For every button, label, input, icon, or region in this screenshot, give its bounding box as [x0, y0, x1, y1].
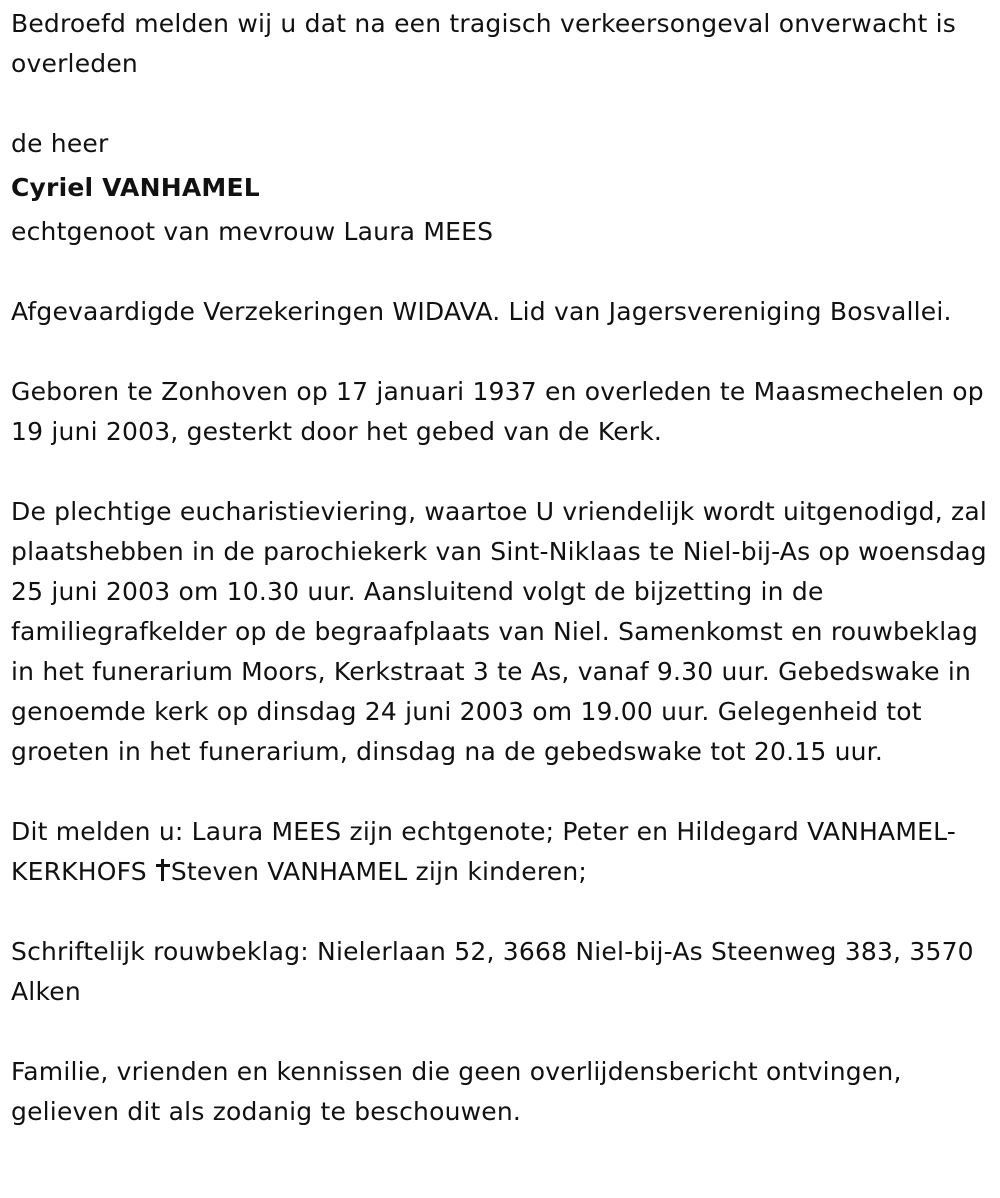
deceased-name: Cyriel VANHAMEL: [11, 173, 260, 202]
spacer: [11, 84, 996, 124]
ceremony-text: De plechtige eucharistieviering, waartoe U vriendelijk wordt uitgenodigd, zal plaatshebben in de parochiekerk van Sint-Niklaas te Niel-bij-As op woensdag 25 juni 2003 om 10.30 uur. Aansluitend volgt de bijzetting in de familiegrafkelder op de begraafplaats van Niel. Samenkomst en rouwbeklag in het funerarium Moors, Kerkstraat 3 te As, vanaf 9.30 uur. Gebedswake in genoemde kerk op dinsdag 24 juni 2003 om 19.00 uur. Gelegenheid tot groeten in het funerarium, dinsdag na de gebedswake tot 20.15 uur.: [11, 497, 987, 766]
family-text-part2: Steven VANHAMEL zijn kinderen;: [170, 857, 588, 886]
family-text: [11, 812, 996, 892]
obituary-notice: [11, 4, 996, 1132]
salutation: de heer: [11, 129, 109, 158]
spacer: [11, 1012, 996, 1052]
address-text: Schriftelijk rouwbeklag: Nielerlaan 52, 3668 Niel-bij-As Steenweg 383, 3570 Alken: [11, 937, 974, 1006]
spacer: [11, 332, 996, 372]
intro-text: Bedroefd melden wij u dat na een tragisch verkeersongeval onverwacht is overleden: [11, 9, 956, 78]
spacer: [11, 452, 996, 492]
family-text-part1: Dit melden u: Laura MEES zijn echtgenote; Peter en Hildegard VANHAMEL-KERKHOFS: [11, 817, 957, 886]
spacer: [11, 892, 996, 932]
cross-icon: [156, 859, 170, 881]
affiliation-text: Afgevaardigde Verzekeringen WIDAVA. Lid van Jagersvereniging Bosvallei.: [11, 297, 952, 326]
spouse-line: echtgenoot van mevrouw Laura MEES: [11, 217, 494, 246]
closing-text: Familie, vrienden en kennissen die geen overlijdensbericht ontvingen, gelieven dit als zodanig te beschouwen.: [11, 1057, 902, 1126]
birth-death-text: Geboren te Zonhoven op 17 januari 1937 en overleden te Maasmechelen op 19 juni 2003, gesterkt door het gebed van de Kerk.: [11, 377, 984, 446]
spacer: [11, 252, 996, 292]
spacer: [11, 772, 996, 812]
